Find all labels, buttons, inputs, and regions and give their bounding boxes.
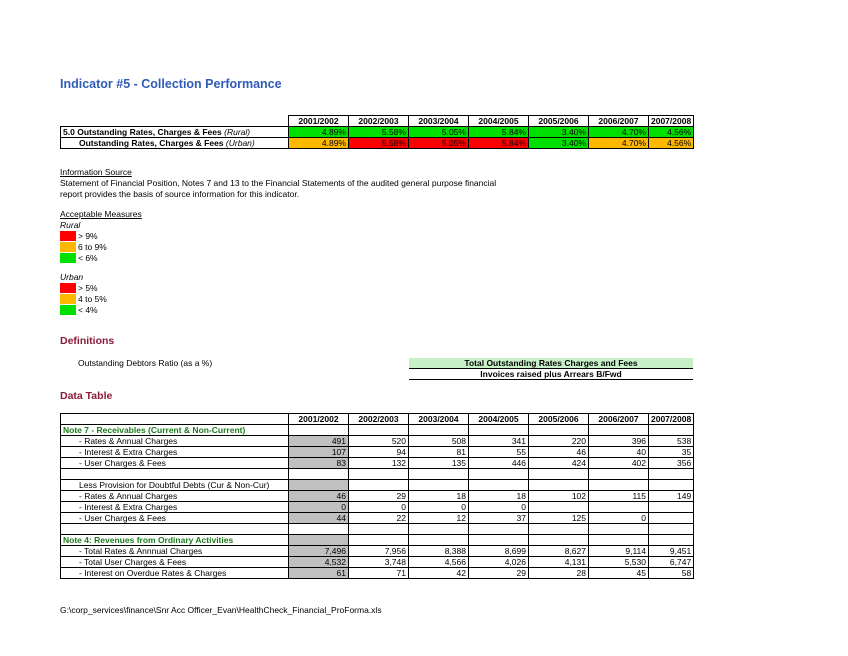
indicator-table bbox=[60, 115, 694, 149]
value-cell: 125 bbox=[529, 513, 589, 524]
value-cell bbox=[529, 502, 589, 513]
legend-item: 4 to 5% bbox=[60, 294, 107, 305]
data-year-header bbox=[61, 414, 694, 425]
value-cell: 538 bbox=[649, 436, 694, 447]
value-cell: 3,748 bbox=[349, 557, 409, 568]
indicator-code: 5.0 bbox=[63, 127, 75, 137]
year-header: 2002/2003 bbox=[349, 414, 409, 425]
year-header: 2001/2002 bbox=[289, 116, 349, 127]
value-cell: 55 bbox=[469, 447, 529, 458]
year-header: 2006/2007 bbox=[589, 116, 649, 127]
note7-header bbox=[61, 425, 694, 436]
value-cell: 9,114 bbox=[589, 546, 649, 557]
value-cell: 5,530 bbox=[589, 557, 649, 568]
table-row bbox=[61, 546, 694, 557]
provision-label: Less Provision for Doubtful Debts (Cur & Non-Cur) bbox=[61, 480, 289, 491]
page-title: Indicator #5 - Collection Performance bbox=[60, 77, 282, 91]
value-cell: 61 bbox=[289, 568, 349, 579]
row-label: - Rates & Annual Charges bbox=[61, 436, 289, 447]
green-swatch bbox=[60, 305, 76, 315]
urban-label: Urban bbox=[60, 272, 84, 282]
value-cell: 8,388 bbox=[409, 546, 469, 557]
indicator-value: 3.40% bbox=[529, 138, 589, 149]
value-cell: 9,451 bbox=[649, 546, 694, 557]
year-header: 2006/2007 bbox=[589, 414, 649, 425]
info-line-2: report provides the basis of source information for this indicator. bbox=[60, 189, 300, 199]
value-cell: 46 bbox=[289, 491, 349, 502]
value-cell: 81 bbox=[409, 447, 469, 458]
note4-label: Note 4: Revenues from Ordinary Activities bbox=[61, 535, 289, 546]
value-cell: 220 bbox=[529, 436, 589, 447]
data-table-heading: Data Table bbox=[60, 390, 113, 402]
value-cell: 83 bbox=[289, 458, 349, 469]
value-cell: 4,131 bbox=[529, 557, 589, 568]
value-cell: 4,566 bbox=[409, 557, 469, 568]
year-header: 2004/2005 bbox=[469, 414, 529, 425]
value-cell: 341 bbox=[469, 436, 529, 447]
indicator-value: 3.40% bbox=[529, 127, 589, 138]
value-cell: 29 bbox=[469, 568, 529, 579]
value-cell: 40 bbox=[589, 447, 649, 458]
table-row bbox=[61, 447, 694, 458]
indicator-row-urban bbox=[61, 138, 694, 149]
value-cell: 4,532 bbox=[289, 557, 349, 568]
indicator-value: 5.58% bbox=[349, 127, 409, 138]
value-cell: 0 bbox=[349, 502, 409, 513]
year-header: 2007/2008 bbox=[649, 414, 694, 425]
legend-item: < 4% bbox=[60, 305, 107, 316]
value-cell bbox=[649, 513, 694, 524]
value-cell: 424 bbox=[529, 458, 589, 469]
table-row bbox=[61, 502, 694, 513]
indicator-label: Outstanding Rates, Charges & Fees bbox=[77, 127, 222, 137]
row-label: - Interest & Extra Charges bbox=[61, 447, 289, 458]
year-header: 2003/2004 bbox=[409, 116, 469, 127]
indicator-value: 5.05% bbox=[409, 127, 469, 138]
year-header: 2005/2006 bbox=[529, 414, 589, 425]
value-cell: 29 bbox=[349, 491, 409, 502]
value-cell: 12 bbox=[409, 513, 469, 524]
legend-item: > 5% bbox=[60, 283, 107, 294]
value-cell: 402 bbox=[589, 458, 649, 469]
year-header: 2003/2004 bbox=[409, 414, 469, 425]
value-cell bbox=[589, 502, 649, 513]
value-cell: 0 bbox=[589, 513, 649, 524]
indicator-value: 5.84% bbox=[469, 127, 529, 138]
year-header: 2004/2005 bbox=[469, 116, 529, 127]
indicator-qualifier: (Rural) bbox=[224, 127, 251, 137]
indicator-value: 4.56% bbox=[649, 138, 694, 149]
value-cell: 0 bbox=[289, 502, 349, 513]
indicator-row-rural bbox=[61, 127, 694, 138]
ratio-numerator: Total Outstanding Rates Charges and Fees bbox=[409, 358, 693, 369]
indicator-value: 5.84% bbox=[469, 138, 529, 149]
row-label: - User Charges & Fees bbox=[61, 458, 289, 469]
value-cell: 102 bbox=[529, 491, 589, 502]
value-cell: 45 bbox=[589, 568, 649, 579]
ratio-denominator: Invoices raised plus Arrears B/Fwd bbox=[409, 369, 693, 380]
note7-label: Note 7 - Receivables (Current & Non-Current) bbox=[61, 425, 289, 436]
red-swatch bbox=[60, 283, 76, 293]
value-cell: 35 bbox=[649, 447, 694, 458]
ratio-label: Outstanding Debtors Ratio (as a %) bbox=[78, 358, 213, 368]
indicator-year-header bbox=[61, 116, 694, 127]
indicator-value: 4.56% bbox=[649, 127, 694, 138]
file-path: G:\corp_services\finance\Snr Acc Officer_Evan\HealthCheck_Financial_ProForma.xls bbox=[60, 605, 382, 615]
legend-item: > 9% bbox=[60, 231, 107, 242]
info-line-1: Statement of Financial Position, Notes 7 and 13 to the Financial Statements of the audited general purpose financial bbox=[60, 178, 497, 188]
legend-item: 6 to 9% bbox=[60, 242, 107, 253]
note4-header bbox=[61, 535, 694, 546]
row-label: - Interest & Extra Charges bbox=[61, 502, 289, 513]
orange-swatch bbox=[60, 294, 76, 304]
value-cell: 8,699 bbox=[469, 546, 529, 557]
provision-header bbox=[61, 480, 694, 491]
value-cell bbox=[649, 502, 694, 513]
indicator-value: 5.58% bbox=[349, 138, 409, 149]
row-label: - Total Rates & Annnual Charges bbox=[61, 546, 289, 557]
spacer-row bbox=[61, 524, 694, 535]
value-cell: 22 bbox=[349, 513, 409, 524]
value-cell: 107 bbox=[289, 447, 349, 458]
value-cell: 37 bbox=[469, 513, 529, 524]
value-cell: 508 bbox=[409, 436, 469, 447]
rural-legend bbox=[60, 231, 107, 264]
table-row bbox=[61, 491, 694, 502]
value-cell: 115 bbox=[589, 491, 649, 502]
row-label: - Rates & Annual Charges bbox=[61, 491, 289, 502]
table-row bbox=[61, 557, 694, 568]
value-cell: 520 bbox=[349, 436, 409, 447]
value-cell: 135 bbox=[409, 458, 469, 469]
measures-heading: Acceptable Measures bbox=[60, 209, 142, 219]
value-cell: 44 bbox=[289, 513, 349, 524]
info-heading: Information Source bbox=[60, 167, 132, 177]
row-label: - User Charges & Fees bbox=[61, 513, 289, 524]
table-row bbox=[61, 458, 694, 469]
value-cell: 71 bbox=[349, 568, 409, 579]
rural-label: Rural bbox=[60, 220, 81, 230]
table-row bbox=[61, 436, 694, 447]
orange-swatch bbox=[60, 242, 76, 252]
value-cell: 94 bbox=[349, 447, 409, 458]
definitions-heading: Definitions bbox=[60, 335, 115, 347]
red-swatch bbox=[60, 231, 76, 241]
value-cell: 7,496 bbox=[289, 546, 349, 557]
value-cell: 132 bbox=[349, 458, 409, 469]
row-label: - Interest on Overdue Rates & Charges bbox=[61, 568, 289, 579]
value-cell: 491 bbox=[289, 436, 349, 447]
indicator-value: 4.70% bbox=[589, 138, 649, 149]
green-swatch bbox=[60, 253, 76, 263]
value-cell: 6,747 bbox=[649, 557, 694, 568]
year-header: 2007/2008 bbox=[649, 116, 694, 127]
value-cell: 46 bbox=[529, 447, 589, 458]
value-cell: 28 bbox=[529, 568, 589, 579]
indicator-value: 4.89% bbox=[289, 127, 349, 138]
indicator-value: 4.89% bbox=[289, 138, 349, 149]
value-cell: 0 bbox=[409, 502, 469, 513]
value-cell: 396 bbox=[589, 436, 649, 447]
spacer-row bbox=[61, 469, 694, 480]
value-cell: 7,956 bbox=[349, 546, 409, 557]
table-row bbox=[61, 513, 694, 524]
data-table bbox=[60, 413, 694, 579]
indicator-qualifier: (Urban) bbox=[225, 138, 255, 148]
value-cell: 8,627 bbox=[529, 546, 589, 557]
value-cell: 18 bbox=[409, 491, 469, 502]
row-label: - Total User Charges & Fees bbox=[61, 557, 289, 568]
indicator-value: 5.05% bbox=[409, 138, 469, 149]
value-cell: 42 bbox=[409, 568, 469, 579]
value-cell: 4,026 bbox=[469, 557, 529, 568]
value-cell: 18 bbox=[469, 491, 529, 502]
value-cell: 149 bbox=[649, 491, 694, 502]
legend-item: < 6% bbox=[60, 253, 107, 264]
value-cell: 356 bbox=[649, 458, 694, 469]
year-header: 2001/2002 bbox=[289, 414, 349, 425]
table-row bbox=[61, 568, 694, 579]
year-header: 2005/2006 bbox=[529, 116, 589, 127]
value-cell: 0 bbox=[469, 502, 529, 513]
year-header: 2002/2003 bbox=[349, 116, 409, 127]
value-cell: 58 bbox=[649, 568, 694, 579]
indicator-label: Outstanding Rates, Charges & Fees bbox=[79, 138, 224, 148]
value-cell: 446 bbox=[469, 458, 529, 469]
indicator-value: 4.70% bbox=[589, 127, 649, 138]
urban-legend bbox=[60, 283, 107, 316]
